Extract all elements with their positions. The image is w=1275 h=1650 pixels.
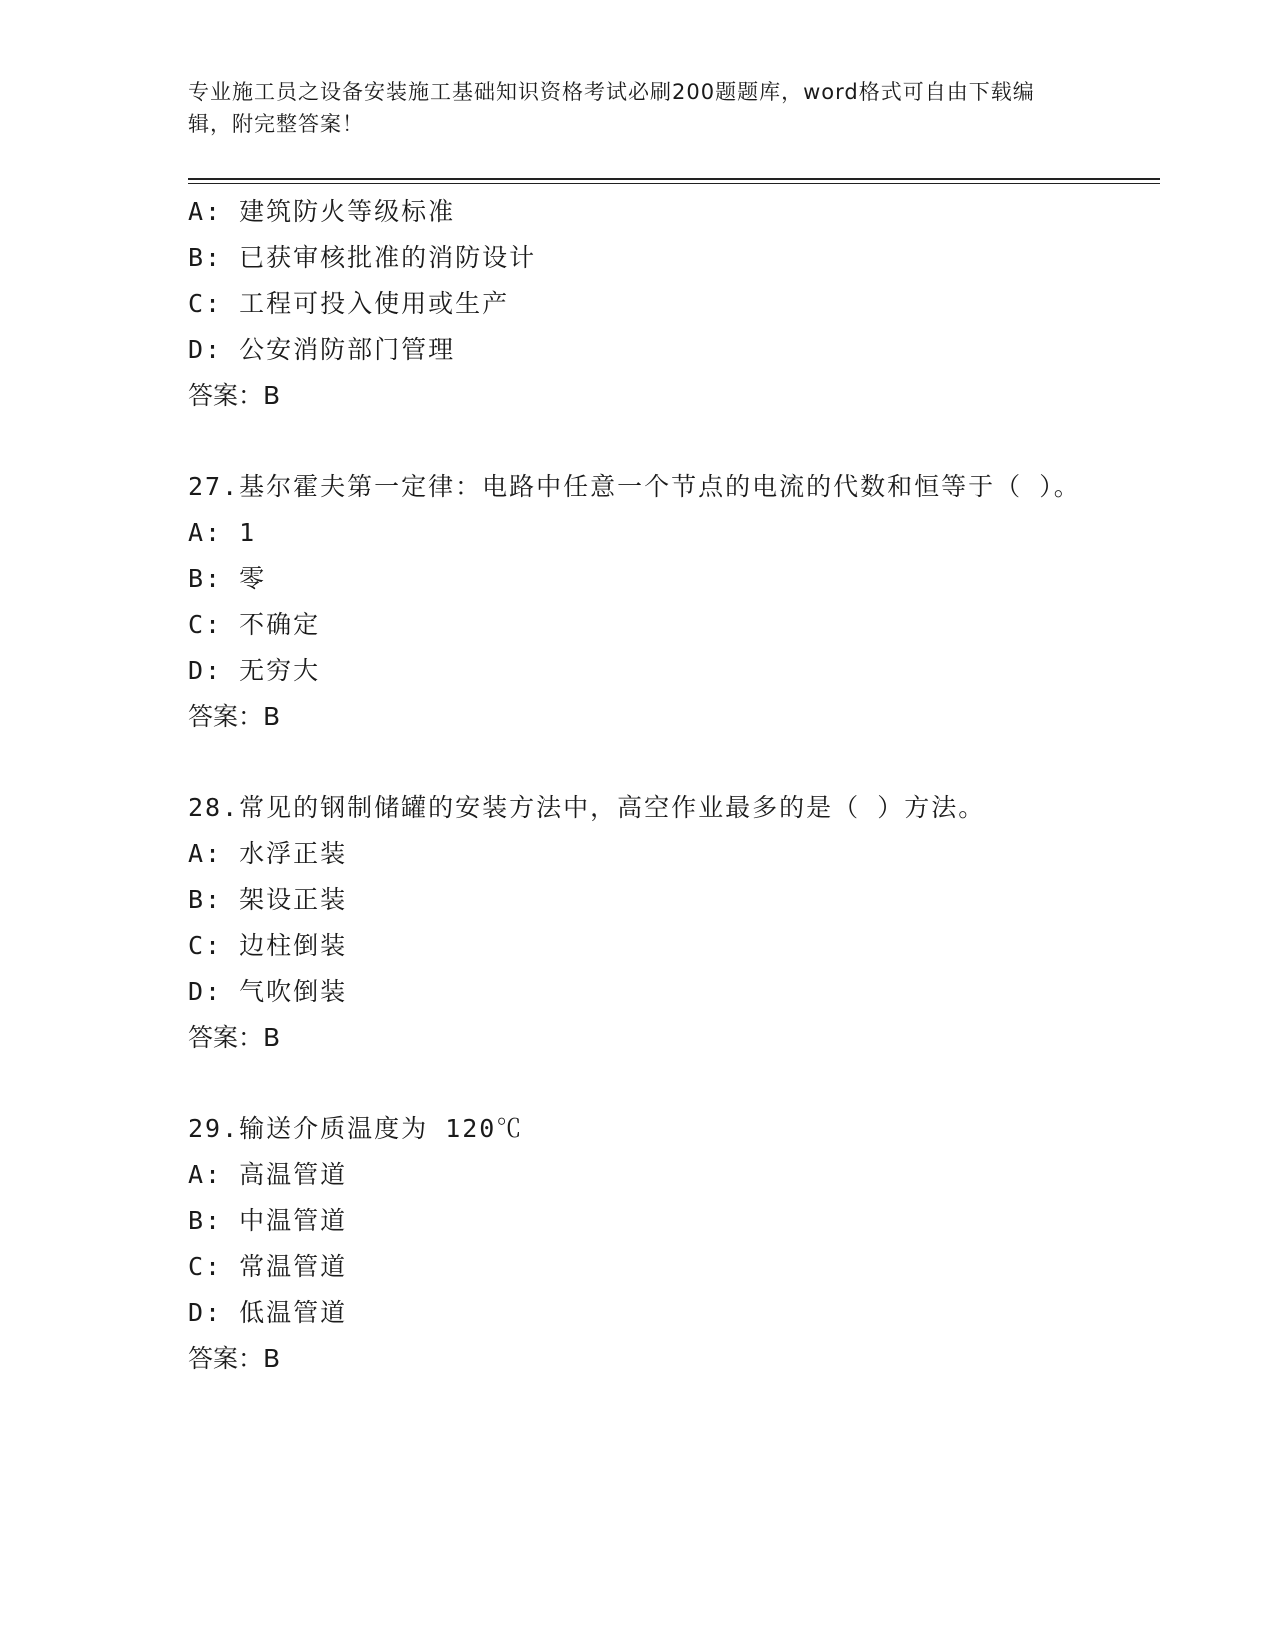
option-d: D: 无穷大 [188,656,321,685]
option-a: A: 建筑防火等级标准 [188,197,456,226]
option-d: D: 气吹倒装 [188,977,348,1006]
document-header: 专业施工员之设备安装施工基础知识资格考试必刷200题题库，word格式可自由下载编辑，附完整答案！ [188,80,1035,136]
question-text: 28.常见的钢制储罐的安装方法中，高空作业最多的是（ ）方法。 [188,793,986,822]
question-text: 29.输送介质温度为 120℃ [188,1114,524,1143]
option-d: D: 公安消防部门管理 [188,335,456,364]
option-c: C: 边柱倒装 [188,931,348,960]
option-b: B: 零 [188,564,267,593]
question-block [188,785,1088,1061]
question-text: 27.基尔霍夫第一定律：电路中任意一个节点的电流的代数和恒等于（ ）。 [188,472,1081,501]
option-b: B: 中温管道 [188,1206,348,1235]
question-block [188,189,1088,419]
question-block [188,1106,1088,1382]
option-a: A: 水浮正装 [188,839,348,868]
option-c: C: 常温管道 [188,1252,348,1281]
option-b: B: 已获审核批准的消防设计 [188,243,537,272]
answer-line: 答案：B [188,1023,281,1052]
question-list [188,189,1088,1382]
answer-line: 答案：B [188,1344,281,1373]
option-a: A: 高温管道 [188,1160,348,1189]
header-divider-thin [188,183,1160,184]
option-c: C: 工程可投入使用或生产 [188,289,510,318]
option-c: C: 不确定 [188,610,321,639]
question-block [188,464,1088,740]
header-divider-thick [188,178,1160,180]
option-d: D: 低温管道 [188,1298,348,1327]
answer-line: 答案：B [188,702,281,731]
answer-line: 答案：B [188,381,281,410]
option-b: B: 架设正装 [188,885,348,914]
option-a: A: 1 [188,518,257,547]
